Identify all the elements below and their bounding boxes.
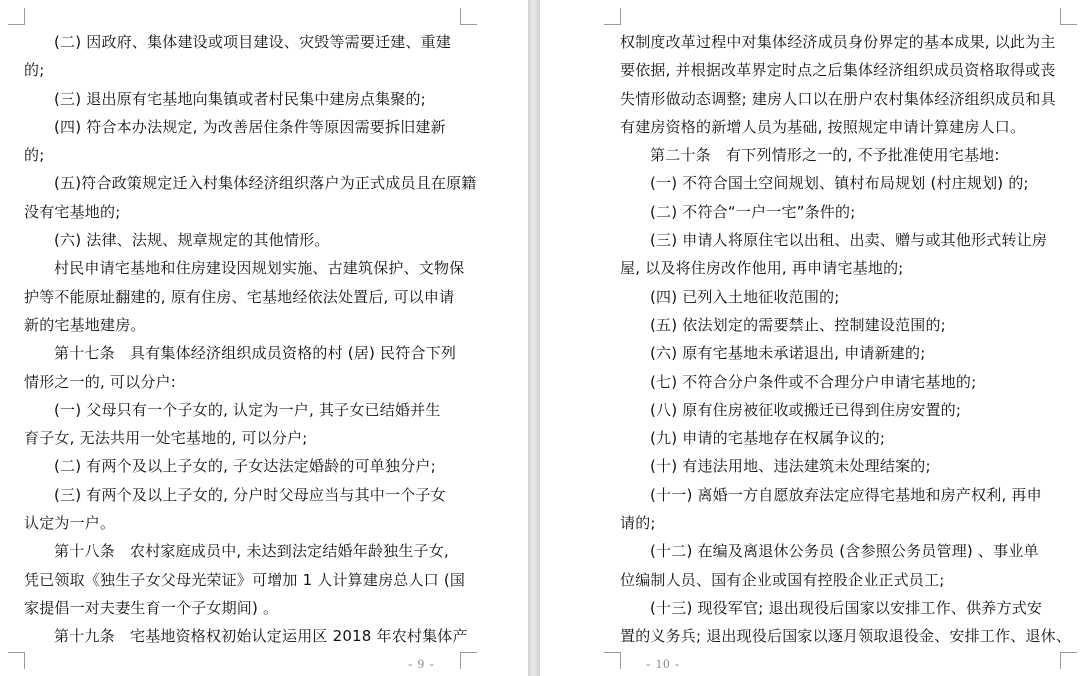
page-10 — [540, 0, 1080, 676]
crop-mark-top-right — [1060, 8, 1077, 25]
text-line: 家提倡一对夫妻生育一个子女期间) 。 — [24, 598, 279, 617]
text-line: (八) 原有住房被征收或搬迁已得到住房安置的; — [650, 400, 962, 419]
text-line: 没有宅基地的; — [24, 202, 121, 221]
text-line: (九) 申请的宅基地存在权属争议的; — [650, 429, 886, 448]
text-line: 置的义务兵; 退出现役后国家以逐月领取退役金、安排工作、退休、 — [620, 627, 1072, 646]
text-line: 新的宅基地建房。 — [24, 315, 146, 334]
crop-mark-top-left — [604, 8, 621, 25]
text-line: (七) 不符合分户条件或不合理分户申请宅基地的; — [650, 372, 977, 391]
text-line: (二) 有两个及以上子女的, 子女达法定婚龄的可单独分户; — [54, 457, 436, 476]
page-9 — [0, 0, 528, 676]
text-line: 育子女, 无法共用一处宅基地的, 可以分户; — [24, 429, 308, 448]
text-line: 认定为一户。 — [24, 514, 116, 533]
text-line: (五)符合政策规定迁入村集体经济组织落户为正式成员且在原籍 — [54, 174, 477, 193]
page-gutter — [528, 0, 540, 676]
page-10-body-text — [620, 28, 1080, 651]
crop-mark-bottom-right — [460, 652, 477, 669]
text-line: (十一) 离婚一方自愿放弃法定应得宅基地和房产权利, 再申 — [650, 485, 1042, 504]
text-line: 情形之一的, 可以分户: — [24, 372, 176, 391]
text-line: 村民申请宅基地和住房建设因规划实施、古建筑保护、文物保 — [54, 259, 465, 278]
text-line: 屋, 以及将住房改作他用, 再申请宅基地的; — [620, 259, 904, 278]
text-line: (二) 因政府、集体建设或项目建设、灾毁等需要迁建、重建 — [54, 33, 452, 51]
text-line: 第十八条 农村家庭成员中, 未达到法定结婚年龄独生子女, — [54, 542, 449, 561]
text-line: 第二十条 有下列情形之一的, 不予批准使用宅基地: — [650, 146, 1000, 165]
text-line: (六) 原有宅基地未承诺退出, 申请新建的; — [650, 344, 926, 363]
text-line: (四) 已列入土地征收范围的; — [650, 287, 840, 306]
text-line: (四) 符合本办法规定, 为改善居住条件等原因需要拆旧建新 — [54, 117, 446, 136]
text-line: (三) 退出原有宅基地向集镇或者村民集中建房点集聚的; — [54, 89, 426, 108]
text-line: 第十九条 宅基地资格权初始认定运用区 2018 年农村集体产 — [54, 627, 468, 646]
page-number: - 10 - — [646, 656, 681, 671]
text-line: (三) 申请人将原住宅以出租、出卖、赠与或其他形式转让房 — [650, 231, 1048, 250]
text-line: (五) 依法划定的需要禁止、控制建设范围的; — [650, 315, 946, 334]
text-line: (十) 有违法用地、违法建筑未处理结案的; — [650, 457, 931, 476]
crop-mark-bottom-left — [8, 652, 25, 669]
text-line: (十三) 现役军官; 退出现役后国家以安排工作、供养方式安 — [650, 598, 1043, 617]
page-9-body-text — [24, 28, 477, 651]
text-line: 护等不能原址翻建的, 原有住房、宅基地经依法处置后, 可以申请 — [24, 287, 455, 306]
text-line: 要依据, 并根据改革界定时点之后集体经济组织成员资格取得或丧 — [620, 61, 1056, 80]
text-line: 第十七条 具有集体经济组织成员资格的村 (居) 民符合下列 — [54, 344, 457, 363]
text-line: 有建房资格的新增人员为基础, 按照规定申请计算建房人口。 — [620, 117, 1026, 136]
crop-mark-top-left — [8, 8, 25, 25]
page-number: - 9 - — [408, 656, 435, 671]
text-line: 凭已领取《独生子女父母光荣证》可增加 1 人计算建房总人口 (国 — [24, 570, 466, 589]
text-line: (三) 有两个及以上子女的, 分户时父母应当与其中一个子女 — [54, 485, 446, 504]
text-line: 失情形做动态调整; 建房人口以在册户农村集体经济组织成员和具 — [620, 89, 1056, 108]
text-line: 的; — [24, 61, 45, 80]
text-line: 请的; — [620, 514, 656, 533]
text-line: (一) 父母只有一个子女的, 认定为一户, 其子女已结婚并生 — [54, 400, 441, 419]
crop-mark-bottom-right — [1060, 652, 1077, 669]
text-line: (一) 不符合国土空间规划、镇村布局规划 (村庄规划) 的; — [650, 174, 1029, 193]
text-line: 权制度改革过程中对集体经济成员身份界定的基本成果, 以此为主 — [620, 33, 1056, 51]
crop-mark-bottom-left — [604, 652, 621, 669]
text-line: (二) 不符合“一户一宅”条件的; — [650, 202, 856, 221]
text-line: 位编制人员、国有企业或国有控股企业正式员工; — [620, 570, 945, 589]
crop-mark-top-right — [460, 8, 477, 25]
text-line: 的; — [24, 146, 45, 165]
text-line: (十二) 在编及离退休公务员 (含参照公务员管理) 、事业单 — [650, 542, 1039, 561]
text-line: (六) 法律、法规、规章规定的其他情形。 — [54, 231, 330, 250]
